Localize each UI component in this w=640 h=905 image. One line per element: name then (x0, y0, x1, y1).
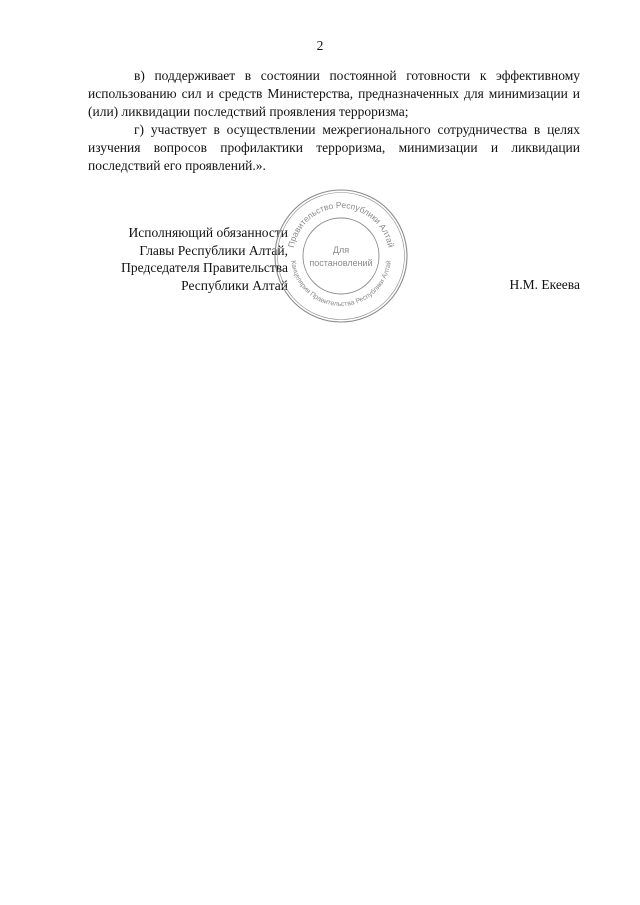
seal-outer-ring-inner (278, 193, 405, 320)
seal-graphic (271, 186, 411, 326)
paragraph-v: в) поддерживает в состоянии постоянной готовности к эффективному использованию сил и средств Министерства, предназначенных для минимизации и (или) ликвидации последствий проявления терроризма; (88, 68, 580, 119)
page-number: 2 (316, 38, 324, 53)
signer-position (88, 224, 288, 294)
document-body (88, 67, 580, 175)
signer-position-line: Республики Алтай (181, 277, 288, 293)
seal-top-text: Правительство Республики Алтай (285, 199, 397, 249)
paragraph-g: г) участвует в осуществлении межрегионального сотрудничества в целях изучения вопросов профилактики терроризма, минимизации и ликвидации последствий его проявлений.». (88, 122, 580, 173)
signer-position-line: Главы Республики Алтай, (139, 242, 288, 258)
seal-bottom-text: Канцелярия Правительства Республики Алтай (289, 260, 393, 309)
signer-position-line: Исполняющий обязанности (128, 225, 288, 240)
seal-inner-ring (303, 218, 379, 294)
official-seal-stamp (271, 186, 411, 326)
seal-center-line: Для (332, 245, 350, 255)
seal-center-line: постановлений (309, 258, 373, 268)
signer-name: Н.М. Екеева (509, 277, 580, 292)
signer-position-line: Председателя Правительства (121, 260, 288, 275)
